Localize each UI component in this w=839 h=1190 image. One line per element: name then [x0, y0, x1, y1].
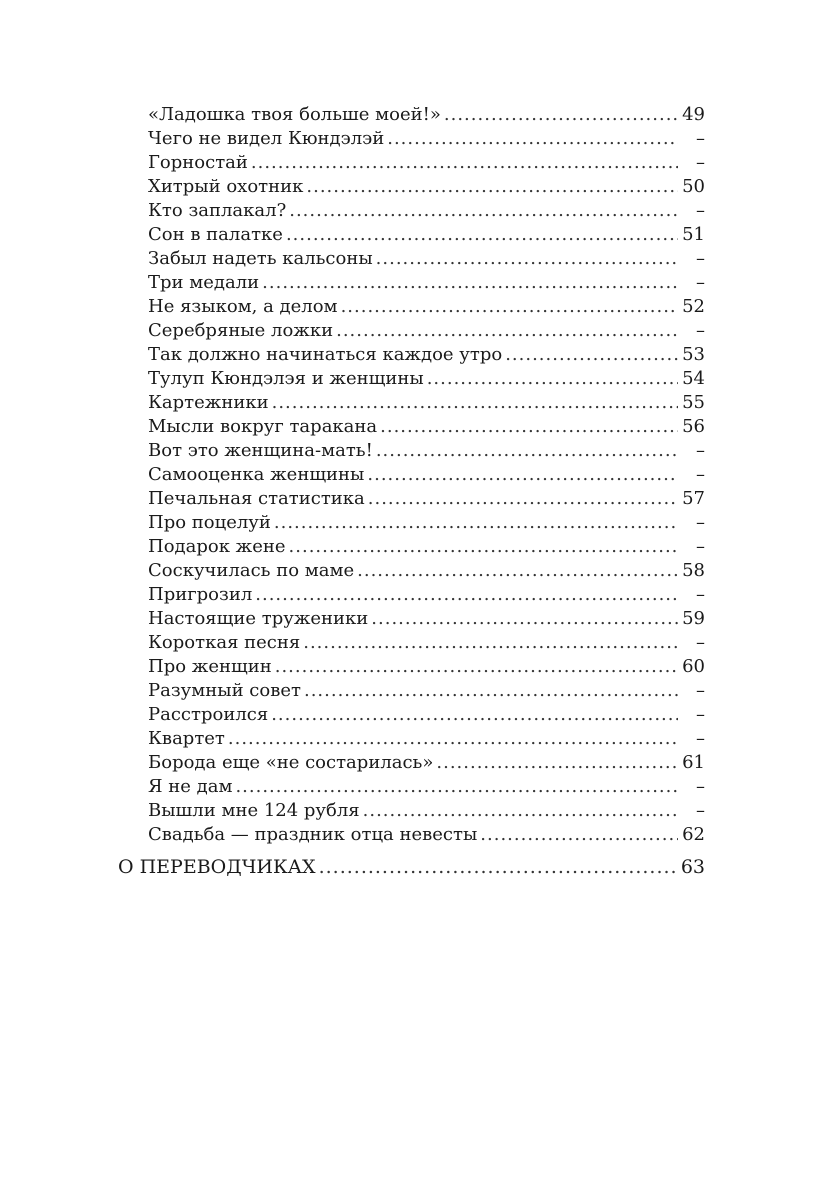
dot-leader [480, 823, 678, 847]
toc-entry-page: – [696, 128, 705, 149]
toc-entry-page: – [696, 248, 705, 269]
toc-entry-title: Самооценка женщины [148, 464, 365, 485]
dot-leader [357, 559, 678, 583]
toc-entry-page: 57 [682, 488, 705, 509]
toc-entry-page: 55 [682, 392, 705, 413]
toc-entry-page: 50 [682, 176, 705, 197]
dot-leader [376, 439, 678, 463]
toc-entry [148, 439, 705, 463]
toc-entry [148, 199, 705, 223]
dot-leader [371, 607, 678, 631]
toc-entry [148, 103, 705, 127]
toc-entry-title: Тулуп Кюндэлэя и женщины [148, 368, 424, 389]
toc-entry [148, 799, 705, 823]
toc-entry [148, 295, 705, 319]
dot-leader [505, 343, 678, 367]
toc-entry-page: – [696, 800, 705, 821]
toc-entry-page: – [696, 776, 705, 797]
dot-leader [387, 127, 678, 151]
dot-leader [251, 151, 678, 175]
toc-entry-page: – [696, 440, 705, 461]
toc-entry-title: Квартет [148, 728, 225, 749]
toc-entry [148, 463, 705, 487]
toc-entry-title: Кто заплакал? [148, 200, 287, 221]
toc-section-page: 63 [680, 856, 705, 878]
toc-entry [148, 679, 705, 703]
toc-entry-page: 49 [682, 104, 705, 125]
dot-leader [271, 703, 678, 727]
toc-entry-title: Разумный совет [148, 680, 301, 701]
toc-entry [148, 655, 705, 679]
dot-leader [235, 775, 678, 799]
toc-entry-page: – [696, 272, 705, 293]
toc-entry-page: 56 [682, 416, 705, 437]
toc-entry-title: Горностай [148, 152, 248, 173]
dot-leader [380, 415, 678, 439]
toc-entry [148, 583, 705, 607]
toc-entry [148, 391, 705, 415]
toc-entry-page: 61 [682, 752, 705, 773]
toc-entry [148, 607, 705, 631]
toc-entry-title: Про женщин [148, 656, 272, 677]
dot-leader [289, 535, 678, 559]
toc-entry [148, 511, 705, 535]
toc-entry-title: Хитрый охотник [148, 176, 304, 197]
toc-entry-title: Настоящие труженики [148, 608, 369, 629]
toc-entry-title: Пригрозил [148, 584, 253, 605]
toc-entry [148, 487, 705, 511]
toc-entry-page: 58 [682, 560, 705, 581]
dot-leader [363, 799, 678, 823]
toc-entry-title: Забыл надеть кальсоны [148, 248, 373, 269]
dot-leader [304, 679, 678, 703]
toc-entry [148, 223, 705, 247]
dot-leader [436, 751, 678, 775]
toc-entry-title: Я не дам [148, 776, 233, 797]
toc-entry [148, 367, 705, 391]
dot-leader [427, 367, 678, 391]
toc-entry [148, 343, 705, 367]
toc-entry-page: – [696, 320, 705, 341]
toc-section-title: О ПЕРЕВОДЧИКАХ [118, 856, 316, 878]
dot-leader [289, 199, 678, 223]
toc-entry-page: 59 [682, 608, 705, 629]
toc-entry [148, 751, 705, 775]
toc-entry-title: Короткая песня [148, 632, 301, 653]
toc-entry-page: – [696, 536, 705, 557]
toc-entry [148, 271, 705, 295]
toc-entry [148, 775, 705, 799]
toc-entry-title: Расстроился [148, 704, 269, 725]
toc-entry-page: 60 [682, 656, 705, 677]
dot-leader [319, 855, 678, 879]
toc-entry [148, 727, 705, 751]
toc-entry-title: Печальная статистика [148, 488, 365, 509]
toc-entry [148, 415, 705, 439]
dot-leader [274, 511, 678, 535]
toc-entry-title: «Ладошка твоя больше моей!» [148, 104, 441, 125]
toc-section [118, 855, 705, 879]
toc-entry-page: – [696, 584, 705, 605]
toc-entry-title: Подарок жене [148, 536, 286, 557]
toc-entry-page: 53 [682, 344, 705, 365]
dot-leader [255, 583, 678, 607]
dot-leader [368, 487, 678, 511]
dot-leader [228, 727, 678, 751]
dot-leader [336, 319, 678, 343]
toc-entry [148, 823, 705, 847]
toc-entry-page: 62 [682, 824, 705, 845]
toc-entry [148, 703, 705, 727]
toc-entry [148, 175, 705, 199]
toc-entry-title: Про поцелуй [148, 512, 271, 533]
toc-entry-title: Серебряные ложки [148, 320, 334, 341]
dot-leader [341, 295, 678, 319]
dot-leader [376, 247, 678, 271]
toc-entry-page: – [696, 704, 705, 725]
dot-leader [275, 655, 678, 679]
toc-entry-title: Свадьба — праздник отца невесты [148, 824, 478, 845]
toc-entry-title: Не языком, а делом [148, 296, 338, 317]
toc-entry [148, 127, 705, 151]
toc-entry [148, 319, 705, 343]
toc-entry [148, 247, 705, 271]
toc-entry-page: – [696, 632, 705, 653]
dot-leader [262, 271, 678, 295]
toc-entry-title: Чего не видел Кюндэлэй [148, 128, 385, 149]
dot-leader [272, 391, 678, 415]
toc-entry [148, 559, 705, 583]
dot-leader [286, 223, 678, 247]
dot-leader [303, 631, 678, 655]
toc-entry-title: Вышли мне 124 рубля [148, 800, 360, 821]
toc-entry-title: Мысли вокруг таракана [148, 416, 378, 437]
toc-entry [148, 151, 705, 175]
toc-entry-title: Борода еще «не состарилась» [148, 752, 434, 773]
dot-leader [444, 103, 678, 127]
toc-entry-page: 54 [682, 368, 705, 389]
toc-entry-page: – [696, 200, 705, 221]
toc-entry-page: – [696, 680, 705, 701]
toc-entry-page: – [696, 728, 705, 749]
dot-leader [367, 463, 678, 487]
toc-entry-title: Три медали [148, 272, 260, 293]
toc-entry-title: Картежники [148, 392, 269, 413]
toc-entry-title: Сон в палатке [148, 224, 283, 245]
toc-entry-title: Так должно начинаться каждое утро [148, 344, 503, 365]
toc-entry [148, 631, 705, 655]
toc-entry-page: – [696, 512, 705, 533]
toc-entry-title: Вот это женщина-мать! [148, 440, 373, 461]
toc-entry [148, 535, 705, 559]
toc-entry-page: – [696, 464, 705, 485]
toc-entry-title: Соскучилась по маме [148, 560, 355, 581]
toc-entry-page: 51 [682, 224, 705, 245]
dot-leader [306, 175, 678, 199]
toc-entry-page: 52 [682, 296, 705, 317]
toc-entry-page: – [696, 152, 705, 173]
